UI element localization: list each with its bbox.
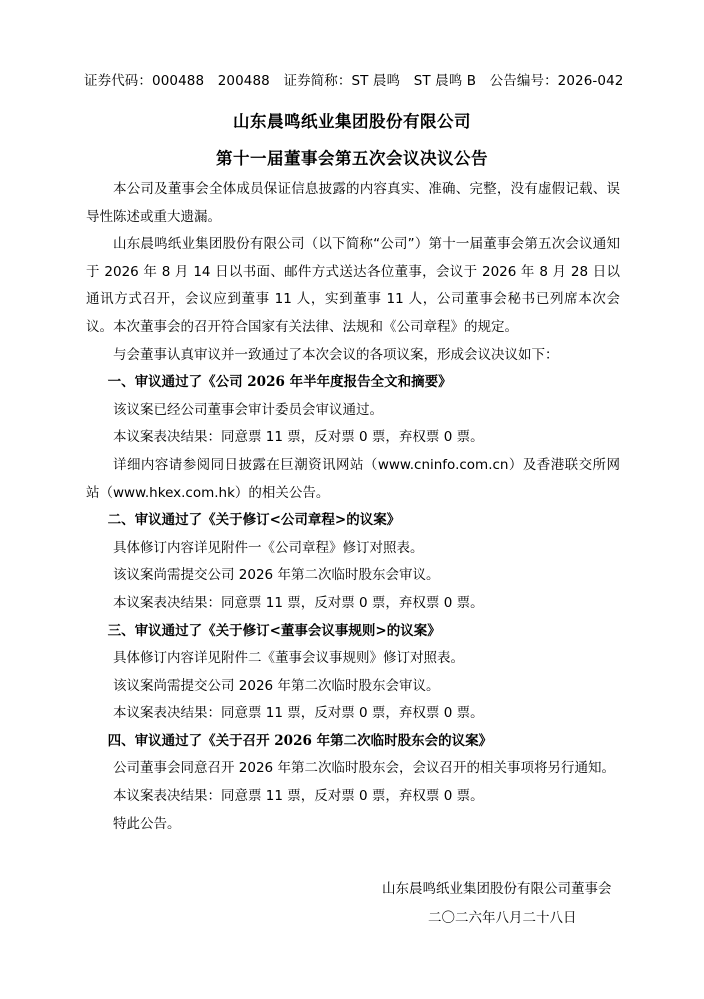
- section-4-heading: 四、审议通过了《关于召开 2026 年第二次临时股东会的议案》: [107, 732, 493, 749]
- section-1-heading: 一、审议通过了《公司 2026 年半年度报告全文和摘要》: [107, 374, 452, 391]
- signature-date: 二〇二六年八月二十八日: [428, 910, 577, 926]
- section-1-details: 详细内容请参阅同日披露在巨潮资讯网站（www.cninfo.com.cn）及香港联交所网站（www.hkex.com.hk）的相关公告。: [86, 456, 620, 501]
- signature-organization: 山东晨鸣纸业集团股份有限公司董事会: [382, 881, 612, 897]
- section-4-vote-result: 本议案表决结果：同意票 11 票，反对票 0 票，弃权票 0 票。: [113, 788, 484, 805]
- section-3-vote-result: 本议案表决结果：同意票 11 票，反对票 0 票，弃权票 0 票。: [113, 705, 484, 722]
- announcement-title: 第十一届董事会第五次会议决议公告: [216, 149, 488, 168]
- section-4-details: 公司董事会同意召开 2026 年第二次临时股东会，会议召开的相关事项将另行通知。: [113, 760, 615, 777]
- section-2-vote-result: 本议案表决结果：同意票 11 票，反对票 0 票，弃权票 0 票。: [113, 594, 484, 611]
- section-3-heading: 三、审议通过了《关于修订<董事会议事规则>的议案》: [107, 622, 441, 639]
- resolution-intro: 与会董事认真审议并一致通过了本次会议的各项议案，形成会议决议如下：: [113, 346, 559, 363]
- meeting-info-paragraph: 山东晨鸣纸业集团股份有限公司（以下简称“公司”）第十一届董事会第五次会议通知于 2026 年 8 月 14 日以书面、邮件方式送达各位董事，会议于 2026 年 8 月 28 日以通讯方式召开，会议应到董事 11 人，实到董事 11 人，公司董事会秘书已列席本次会议。本次董事会的召开符合国家有关法律、法规和《公司章程》的规定。: [86, 236, 620, 335]
- announcement-body: [86, 176, 620, 838]
- disclaimer-paragraph: 本公司及董事会全体成员保证信息披露的内容真实、准确、完整，没有虚假记载、误导性陈述或重大遗漏。: [86, 181, 620, 225]
- section-3-submission: 该议案尚需提交公司 2026 年第二次临时股东会审议。: [113, 677, 440, 694]
- closing-statement: 特此公告。: [113, 815, 181, 832]
- section-1-audit-note: 该议案已经公司董事会审计委员会审议通过。: [113, 401, 383, 418]
- section-2-submission: 该议案尚需提交公司 2026 年第二次临时股东会审议。: [113, 567, 440, 584]
- announcement-header: [84, 69, 624, 89]
- section-3-details: 具体修订内容详见附件二《董事会议事规则》修订对照表。: [113, 650, 464, 667]
- section-2-heading: 二、审议通过了《关于修订<公司章程>的议案》: [107, 512, 401, 529]
- stock-code: 证券代码：000488 200488: [84, 73, 270, 89]
- announcement-number: 公告编号：2026-042: [489, 73, 624, 89]
- stock-abbreviation: 证券简称：ST 晨鸣 ST 晨鸣 B: [283, 73, 477, 89]
- section-2-details: 具体修订内容详见附件一《公司章程》修订对照表。: [113, 539, 424, 556]
- section-1-vote-result: 本议案表决结果：同意票 11 票，反对票 0 票，弃权票 0 票。: [113, 429, 484, 446]
- company-title: 山东晨鸣纸业集团股份有限公司: [233, 112, 471, 131]
